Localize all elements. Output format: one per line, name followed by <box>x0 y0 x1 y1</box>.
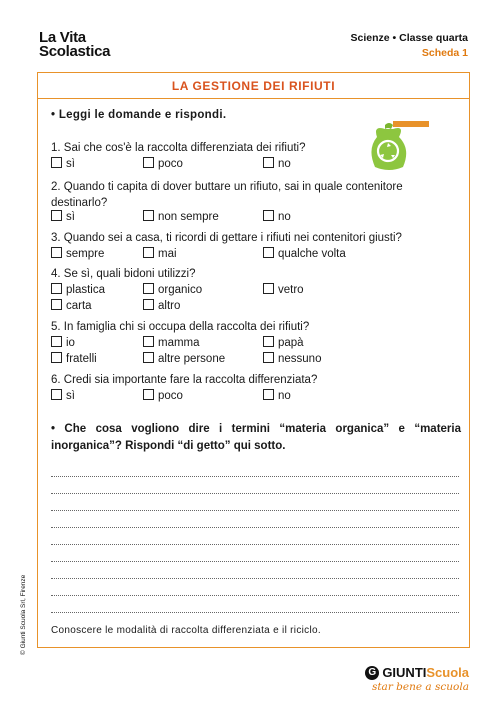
option-q2-si[interactable] <box>51 210 75 224</box>
option-q4-organico[interactable] <box>143 283 202 297</box>
answer-line[interactable] <box>51 579 459 596</box>
checkbox[interactable] <box>263 336 274 347</box>
option-label: poco <box>158 158 183 170</box>
answer-line[interactable] <box>51 460 459 477</box>
option-label: vetro <box>278 284 304 296</box>
option-q6-no[interactable] <box>263 389 291 403</box>
option-label: no <box>278 211 291 223</box>
option-q1-si[interactable] <box>51 157 75 171</box>
subject-label: Scienze • Classe quarta <box>350 32 468 44</box>
option-label: organico <box>158 284 203 296</box>
brand-line2: Scolastica <box>39 43 111 60</box>
option-q3-sempre[interactable] <box>51 247 104 261</box>
checkbox[interactable] <box>51 247 62 258</box>
checkbox[interactable] <box>51 389 62 400</box>
answer-line[interactable] <box>51 477 459 494</box>
giunti-logo-icon: G <box>365 666 379 680</box>
option-q4-carta[interactable] <box>51 299 92 313</box>
option-q5-fratelli[interactable] <box>51 352 97 366</box>
checkbox[interactable] <box>143 389 154 400</box>
answer-line[interactable] <box>51 562 459 579</box>
checkbox[interactable] <box>51 299 62 310</box>
checkbox[interactable] <box>263 283 274 294</box>
sheet-label: Scheda 1 <box>421 47 468 59</box>
checkbox[interactable] <box>143 299 154 310</box>
checkbox[interactable] <box>143 336 154 347</box>
question-5: 5. In famiglia chi si occupa della raccolta dei rifiuti? <box>51 321 310 333</box>
publisher-logo <box>365 665 469 680</box>
copyright-notice: © Giunti Scuola Srl, Firenze <box>20 574 27 655</box>
answer-line[interactable] <box>51 545 459 562</box>
option-label: sempre <box>66 248 105 260</box>
question-1: 1. Sai che cos'è la raccolta differenziata dei rifiuti? <box>51 142 306 154</box>
option-label: mai <box>158 248 177 260</box>
instruction-text: • Leggi le domande e rispondi. <box>51 109 227 121</box>
option-label: sì <box>66 158 75 170</box>
checkbox[interactable] <box>263 389 274 400</box>
checkbox[interactable] <box>143 247 154 258</box>
answer-line[interactable] <box>51 528 459 545</box>
checkbox[interactable] <box>263 210 274 221</box>
option-q4-altro[interactable] <box>143 299 180 313</box>
option-q5-nessuno[interactable] <box>263 352 321 366</box>
question-3: 3. Quando sei a casa, ti ricordi di gettare i rifiuti nei contenitori giusti? <box>51 232 402 244</box>
option-label: fratelli <box>66 353 97 365</box>
option-label: io <box>66 337 75 349</box>
checkbox[interactable] <box>51 283 62 294</box>
option-label: nessuno <box>278 353 322 365</box>
open-question: • Che cosa vogliono dire i termini “materia organica” e “materia inorganica”? Rispondi “di getto” qui sotto. <box>51 423 461 452</box>
option-q2-non-sempre[interactable] <box>143 210 219 224</box>
checkbox[interactable] <box>51 336 62 347</box>
option-q4-plastica[interactable] <box>51 283 105 297</box>
option-q1-no[interactable] <box>263 157 291 171</box>
options-q5 <box>51 336 351 368</box>
option-label: no <box>278 158 291 170</box>
publisher-name: GIUNTI <box>382 665 427 680</box>
learning-objective: Conoscere le modalità di raccolta differenziata e il riciclo. <box>51 625 321 636</box>
option-label: no <box>278 390 291 402</box>
option-q5-altre-persone[interactable] <box>143 352 225 366</box>
publisher-suffix: Scuola <box>426 665 469 680</box>
title-band <box>38 73 469 99</box>
checkbox[interactable] <box>51 157 62 168</box>
checkbox[interactable] <box>51 210 62 221</box>
option-q1-poco[interactable] <box>143 157 183 171</box>
option-label: poco <box>158 390 183 402</box>
answer-line[interactable] <box>51 596 459 613</box>
option-label: altro <box>158 300 181 312</box>
option-label: non sempre <box>158 211 219 223</box>
option-q6-si[interactable] <box>51 389 75 403</box>
option-q4-vetro[interactable] <box>263 283 304 297</box>
question-6: 6. Credi sia importante fare la raccolta differenziata? <box>51 374 318 386</box>
option-label: sì <box>66 211 75 223</box>
option-label: altre persone <box>158 353 226 365</box>
checkbox[interactable] <box>143 157 154 168</box>
option-label: plastica <box>66 284 105 296</box>
option-label: qualche volta <box>278 248 346 260</box>
option-label: sì <box>66 390 75 402</box>
checkbox[interactable] <box>263 247 274 258</box>
options-q4 <box>51 283 351 315</box>
checkbox[interactable] <box>263 157 274 168</box>
page-title: LA GESTIONE DEI RIFIUTI <box>171 79 336 93</box>
option-label: carta <box>66 300 92 312</box>
checkbox[interactable] <box>143 283 154 294</box>
answer-line[interactable] <box>51 494 459 511</box>
option-label: mamma <box>158 337 200 349</box>
publisher-slogan: star bene a scuola <box>371 681 469 693</box>
checkbox[interactable] <box>51 352 62 363</box>
option-q2-no[interactable] <box>263 210 291 224</box>
option-label: papà <box>278 337 304 349</box>
option-q6-poco[interactable] <box>143 389 183 403</box>
brand-line1: La Vita <box>39 29 86 46</box>
publisher-block <box>365 665 469 693</box>
answer-lines[interactable] <box>51 460 459 613</box>
option-q3-mai[interactable] <box>143 247 177 261</box>
option-q3-qualche-volta[interactable] <box>263 247 346 261</box>
header-info <box>351 31 468 61</box>
brand-logo <box>39 31 110 59</box>
worksheet-frame <box>37 72 470 648</box>
question-4: 4. Se sì, quali bidoni utilizzi? <box>51 268 196 280</box>
option-q5-papa[interactable] <box>263 336 304 350</box>
answer-line[interactable] <box>51 511 459 528</box>
checkbox[interactable] <box>143 210 154 221</box>
checkbox[interactable] <box>263 352 274 363</box>
question-2: 2. Quando ti capita di dover buttare un rifiuto, sai in quale contenitore destinarlo? <box>51 181 403 209</box>
checkbox[interactable] <box>143 352 154 363</box>
option-q5-io[interactable] <box>51 336 75 350</box>
option-q5-mamma[interactable] <box>143 336 200 350</box>
